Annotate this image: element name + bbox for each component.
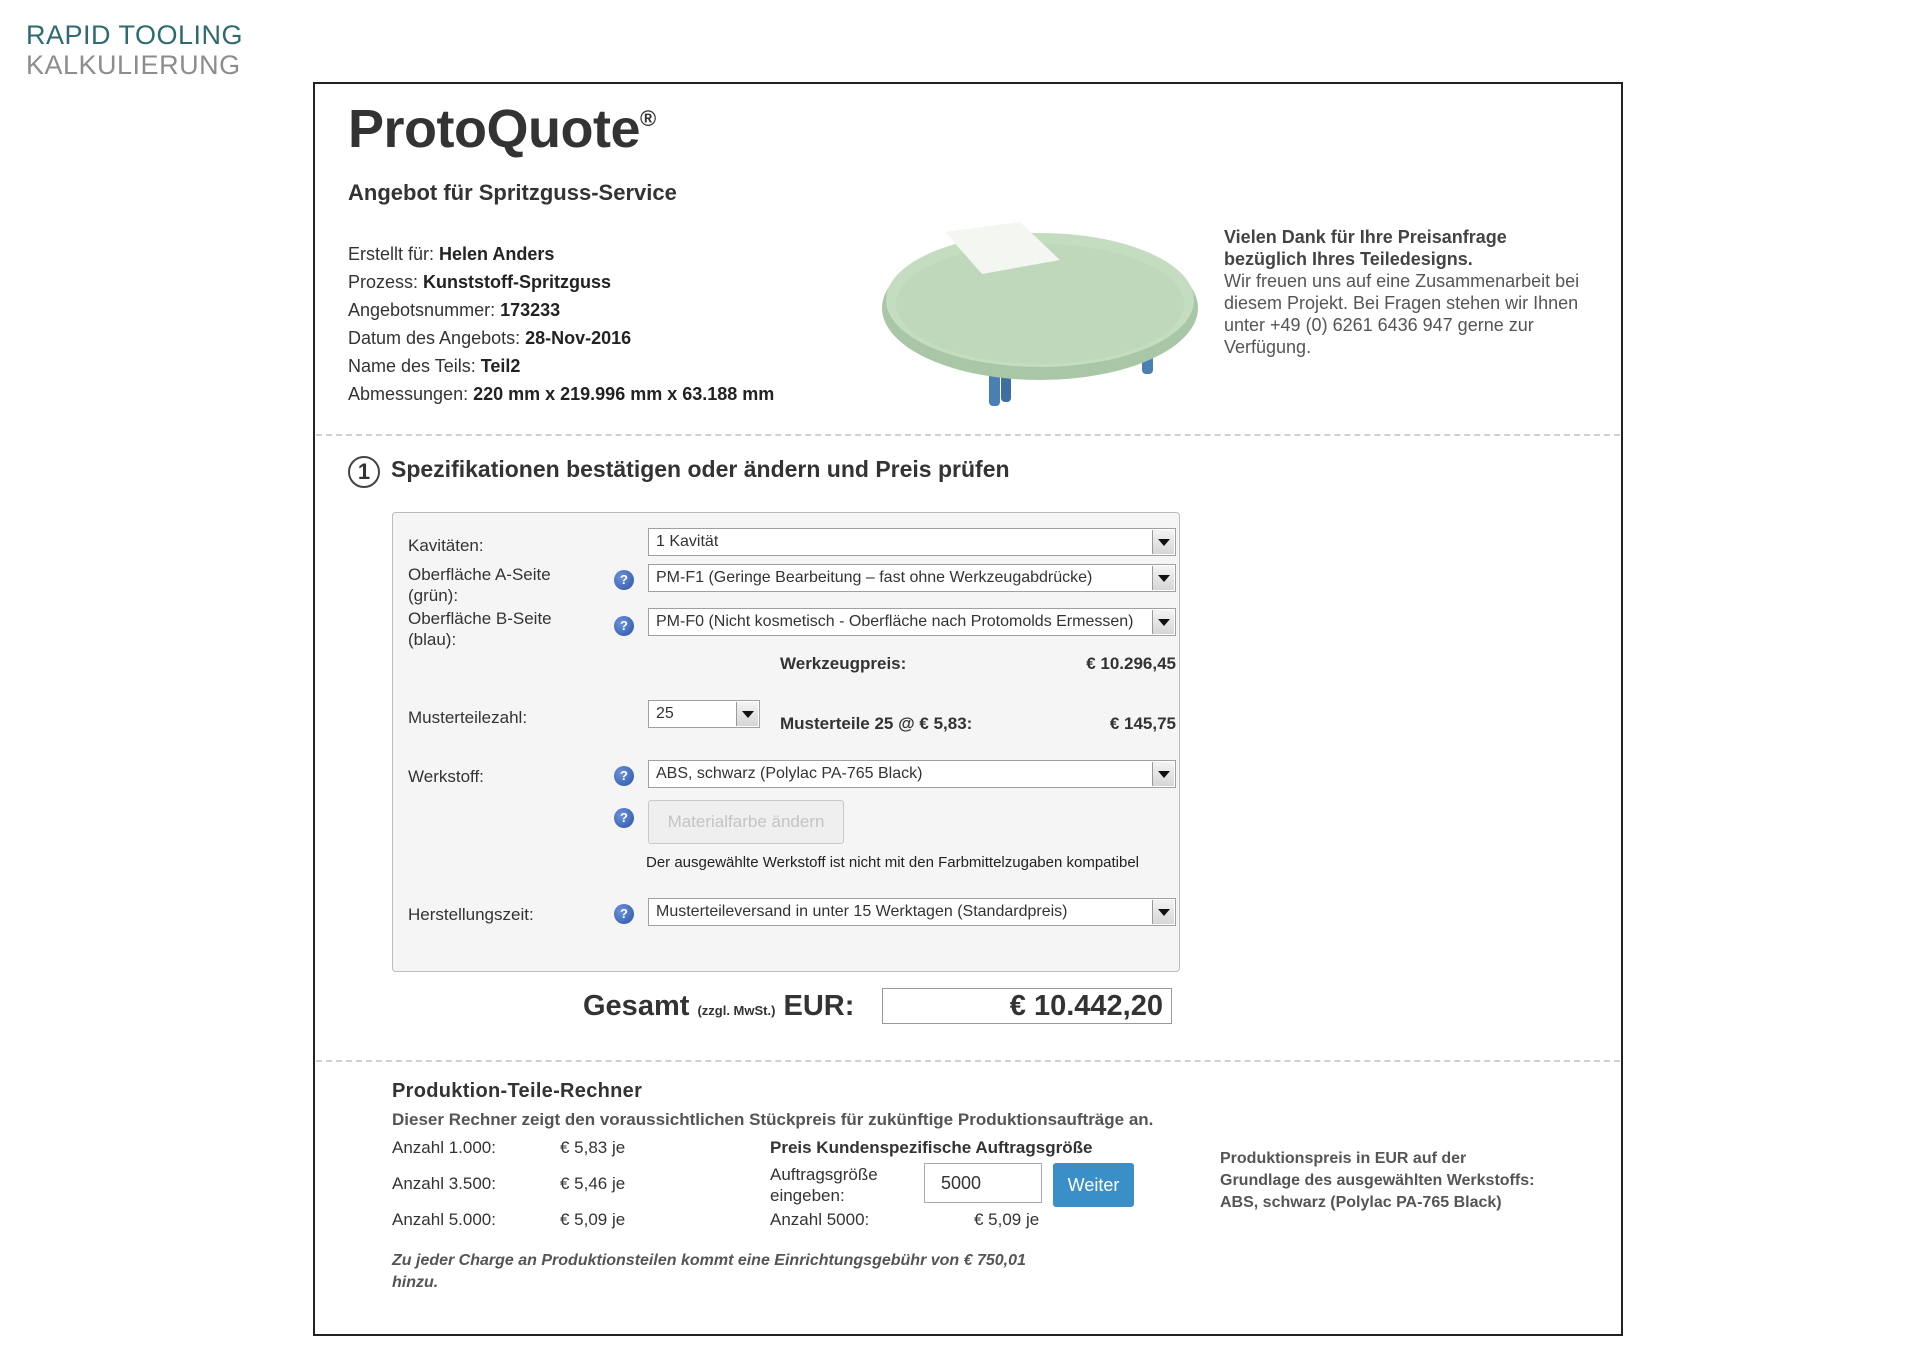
qty-price: € 5,83 je [560, 1138, 626, 1157]
chevron-down-icon[interactable] [1152, 610, 1174, 634]
help-icon[interactable]: ? [614, 616, 634, 636]
thank-you-note [1224, 226, 1594, 358]
qty-label: Anzahl 1.000: [392, 1138, 496, 1157]
surface-b-label: Oberfläche B-Seite (blau): [408, 609, 552, 649]
info-created-for: Erstellt für: Helen Anders [348, 244, 555, 264]
total-tax-note: (zzgl. MwSt.) [697, 1003, 776, 1018]
thank-you-heading: Vielen Dank für Ihre Preisanfrage bezüglich Ihres Teiledesigns. [1224, 227, 1507, 269]
section-divider [316, 1060, 1620, 1062]
custom-order-title: Preis Kundenspezifische Auftragsgröße [770, 1138, 1093, 1157]
material-label: Werkstoff: [408, 767, 484, 786]
sample-count-select[interactable]: 25 [648, 700, 760, 728]
help-icon[interactable]: ? [614, 570, 634, 590]
qty-price: € 5,09 je [560, 1210, 626, 1229]
production-calculator-title: Produktion-Teile-Rechner [392, 1080, 643, 1102]
lead-time-select[interactable]: Musterteileversand in unter 15 Werktagen (Standardpreis) [648, 898, 1176, 926]
order-size-input[interactable]: 5000 [924, 1163, 1042, 1203]
sample-count-label: Musterteilezahl: [408, 708, 528, 727]
step-title: Spezifikationen bestätigen oder ändern und Preis prüfen [391, 456, 1010, 482]
qty-label: Anzahl 5.000: [392, 1210, 496, 1229]
help-icon[interactable]: ? [614, 904, 634, 924]
help-icon[interactable]: ? [614, 766, 634, 786]
cavities-select[interactable]: 1 Kavität [648, 528, 1176, 556]
sample-price-value: € 145,75 [1109, 714, 1176, 733]
cavities-label: Kavitäten: [408, 536, 484, 555]
surface-b-select[interactable]: PM-F0 (Nicht kosmetisch - Oberfläche nach Protomolds Ermessen) [648, 608, 1176, 636]
material-select[interactable]: ABS, schwarz (Polylac PA-765 Black) [648, 760, 1176, 788]
thank-you-text: Wir freuen uns auf eine Zusammenarbeit bei diesem Projekt. Bei Fragen stehen wir Ihnen unter +49 (0) 6261 6436 947 gerne zur Verfügung. [1224, 271, 1580, 357]
order-size-label: Auftragsgröße eingeben: [770, 1165, 878, 1205]
surface-a-select[interactable]: PM-F1 (Geringe Bearbeitung – fast ohne Werkzeugabdrücke) [648, 564, 1176, 592]
info-dimensions: Abmessungen: 220 mm x 219.996 mm x 63.188 mm [348, 384, 775, 404]
chevron-down-icon[interactable] [1152, 566, 1174, 590]
tool-price-value: € 10.296,45 [1086, 654, 1176, 673]
production-calculator-description: Dieser Rechner zeigt den voraussichtlichen Stückpreis für zukünftige Produktionsaufträge an. [392, 1110, 1154, 1129]
custom-result-label: Anzahl 5000: [770, 1210, 870, 1229]
total-label: Gesamt (zzgl. MwSt.) EUR: [583, 990, 855, 1022]
page-title: ProtoQuote® [348, 99, 656, 159]
lead-time-label: Herstellungszeit: [408, 905, 534, 924]
help-icon[interactable]: ? [614, 808, 634, 828]
chevron-down-icon[interactable] [1152, 762, 1174, 786]
price-basis-note: Produktionspreis in EUR auf der Grundlage des ausgewählten Werkstoffs: ABS, schwarz (Polylac PA-765 Black) [1220, 1150, 1535, 1211]
chevron-down-icon[interactable] [736, 702, 758, 726]
custom-result-value: € 5,09 je [974, 1210, 1040, 1229]
chevron-down-icon[interactable] [1152, 530, 1174, 554]
material-warning: Der ausgewählte Werkstoff ist nicht mit den Farbmittelzugaben kompatibel [646, 854, 1140, 871]
chevron-down-icon[interactable] [1152, 900, 1174, 924]
trademark-symbol: ® [639, 106, 656, 131]
brand-line-1: RAPID TOOLING [26, 20, 244, 50]
info-quote-date: Datum des Angebots: 28-Nov-2016 [348, 328, 632, 348]
sample-price-label: Musterteile 25 @ € 5,83: [780, 714, 973, 733]
surface-a-label: Oberfläche A-Seite (grün): [408, 565, 551, 605]
section-divider [316, 434, 1620, 436]
info-quote-number: Angebotsnummer: 173233 [348, 300, 561, 320]
step-number-badge: 1 [348, 456, 380, 488]
qty-price: € 5,46 je [560, 1174, 626, 1193]
info-part-name: Name des Teils: Teil2 [348, 356, 521, 376]
qty-label: Anzahl 3.500: [392, 1174, 496, 1193]
setup-fee-note: Zu jeder Charge an Produktionsteilen kommt eine Einrichtungsgebühr von € 750,01 hinzu. [392, 1252, 1026, 1291]
page-subtitle: Angebot für Spritzguss-Service [348, 180, 677, 205]
tool-price-label: Werkzeugpreis: [780, 654, 907, 673]
change-material-color-button[interactable]: Materialfarbe ändern [648, 800, 844, 844]
total-value: € 10.442,20 [882, 988, 1172, 1024]
part-preview-image [880, 200, 1200, 420]
brand-line-2: KALKULIERUNG [26, 50, 241, 80]
info-process: Prozess: Kunststoff-Spritzguss [348, 272, 612, 292]
continue-button[interactable]: Weiter [1053, 1163, 1134, 1207]
